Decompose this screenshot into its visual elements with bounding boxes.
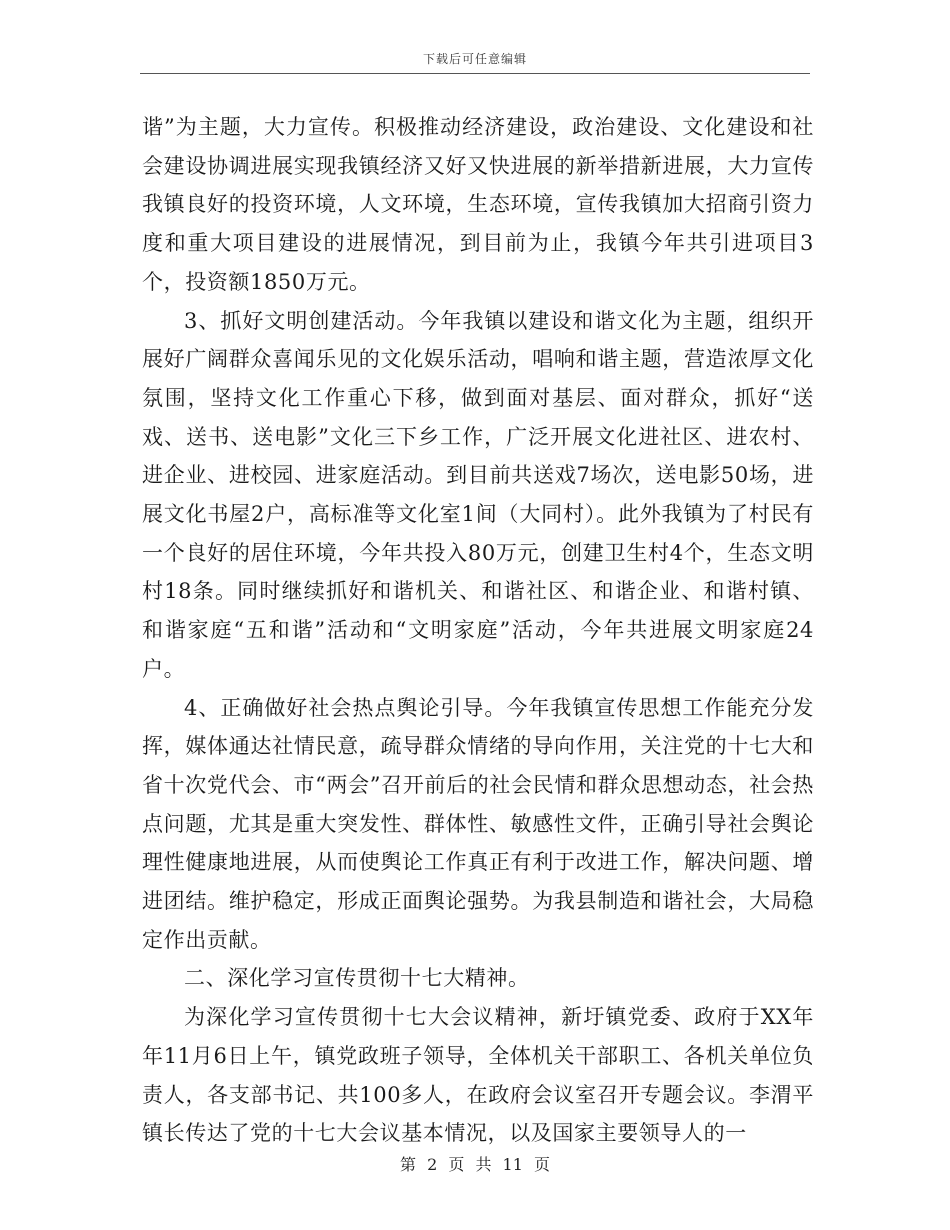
document-body (142, 108, 814, 1153)
section-heading-study-congress: 二、深化学习宣传贯彻十七大精神。 (184, 966, 530, 991)
paragraph-meeting: 为深化学习宣传贯彻十七大会议精神，新圩镇党委、政府于XX年年11月6日上午，镇党政班子领导，全体机关干部职工、各机关单位负责人，各支部书记、共100多人，在政府会议室召开专题会议。李渭平镇长传达了党的十七大会议基本情况，以及国家主要领导人的一 (142, 1005, 814, 1146)
paragraph-civilization-creation: 3、抓好文明创建活动。今年我镇以建设和谐文化为主题，组织开展好广阔群众喜闻乐见的文化娱乐活动，唱响和谐主题，营造浓厚文化氛围，坚持文化工作重心下移，做到面对基层、面对群众，抓好“送戏、送书、送电影”文化三下乡工作，广泛开展文化进社区、进农村、进企业、进校园、进家庭活动。到目前共送戏7场次，送电影50场，进展文化书屋2户，高标准等文化室1间（大同村）。此外我镇为了村民有一个良好的居住环境，今年共投入80万元，创建卫生村4个，生态文明村18条。同时继续抓好和谐机关、和谐社区、和谐企业、和谐村镇、和谐家庭“五和谐”活动和“文明家庭”活动，今年共进展文明家庭24户。 (142, 308, 814, 681)
header-note: 下载后可任意编辑 (422, 52, 527, 66)
header-divider (140, 73, 810, 74)
paragraph-continuation: 谐”为主题，大力宣传。积极推动经济建设，政治建设、文化建设和社会建设协调进展实现我镇经济又好又快进展的新举措新进展，大力宣传我镇良好的投资环境，人文环境，生态环境，宣传我镇加大招商引资力度和重大项目建设的进展情况，到目前为止，我镇今年共引进项目3个，投资额1850万元。 (142, 115, 814, 294)
page-number: 第 2 页 共 11 页 (400, 1155, 550, 1174)
paragraph-public-opinion: 4、正确做好社会热点舆论引导。今年我镇宣传思想工作能充分发挥，媒体通达社情民意，疏导群众情绪的导向作用，关注党的十七大和省十次党代会、市“两会”召开前后的社会民情和群众思想动态，社会热点问题，尤其是重大突发性、群体性、敏感性文件，正确引导社会舆论理性健康地进展，从而使舆论工作真正有利于改进工作，解决问题、增进团结。维护稳定，形成正面舆论强势。为我县制造和谐社会，大局稳定作出贡献。 (142, 695, 814, 952)
